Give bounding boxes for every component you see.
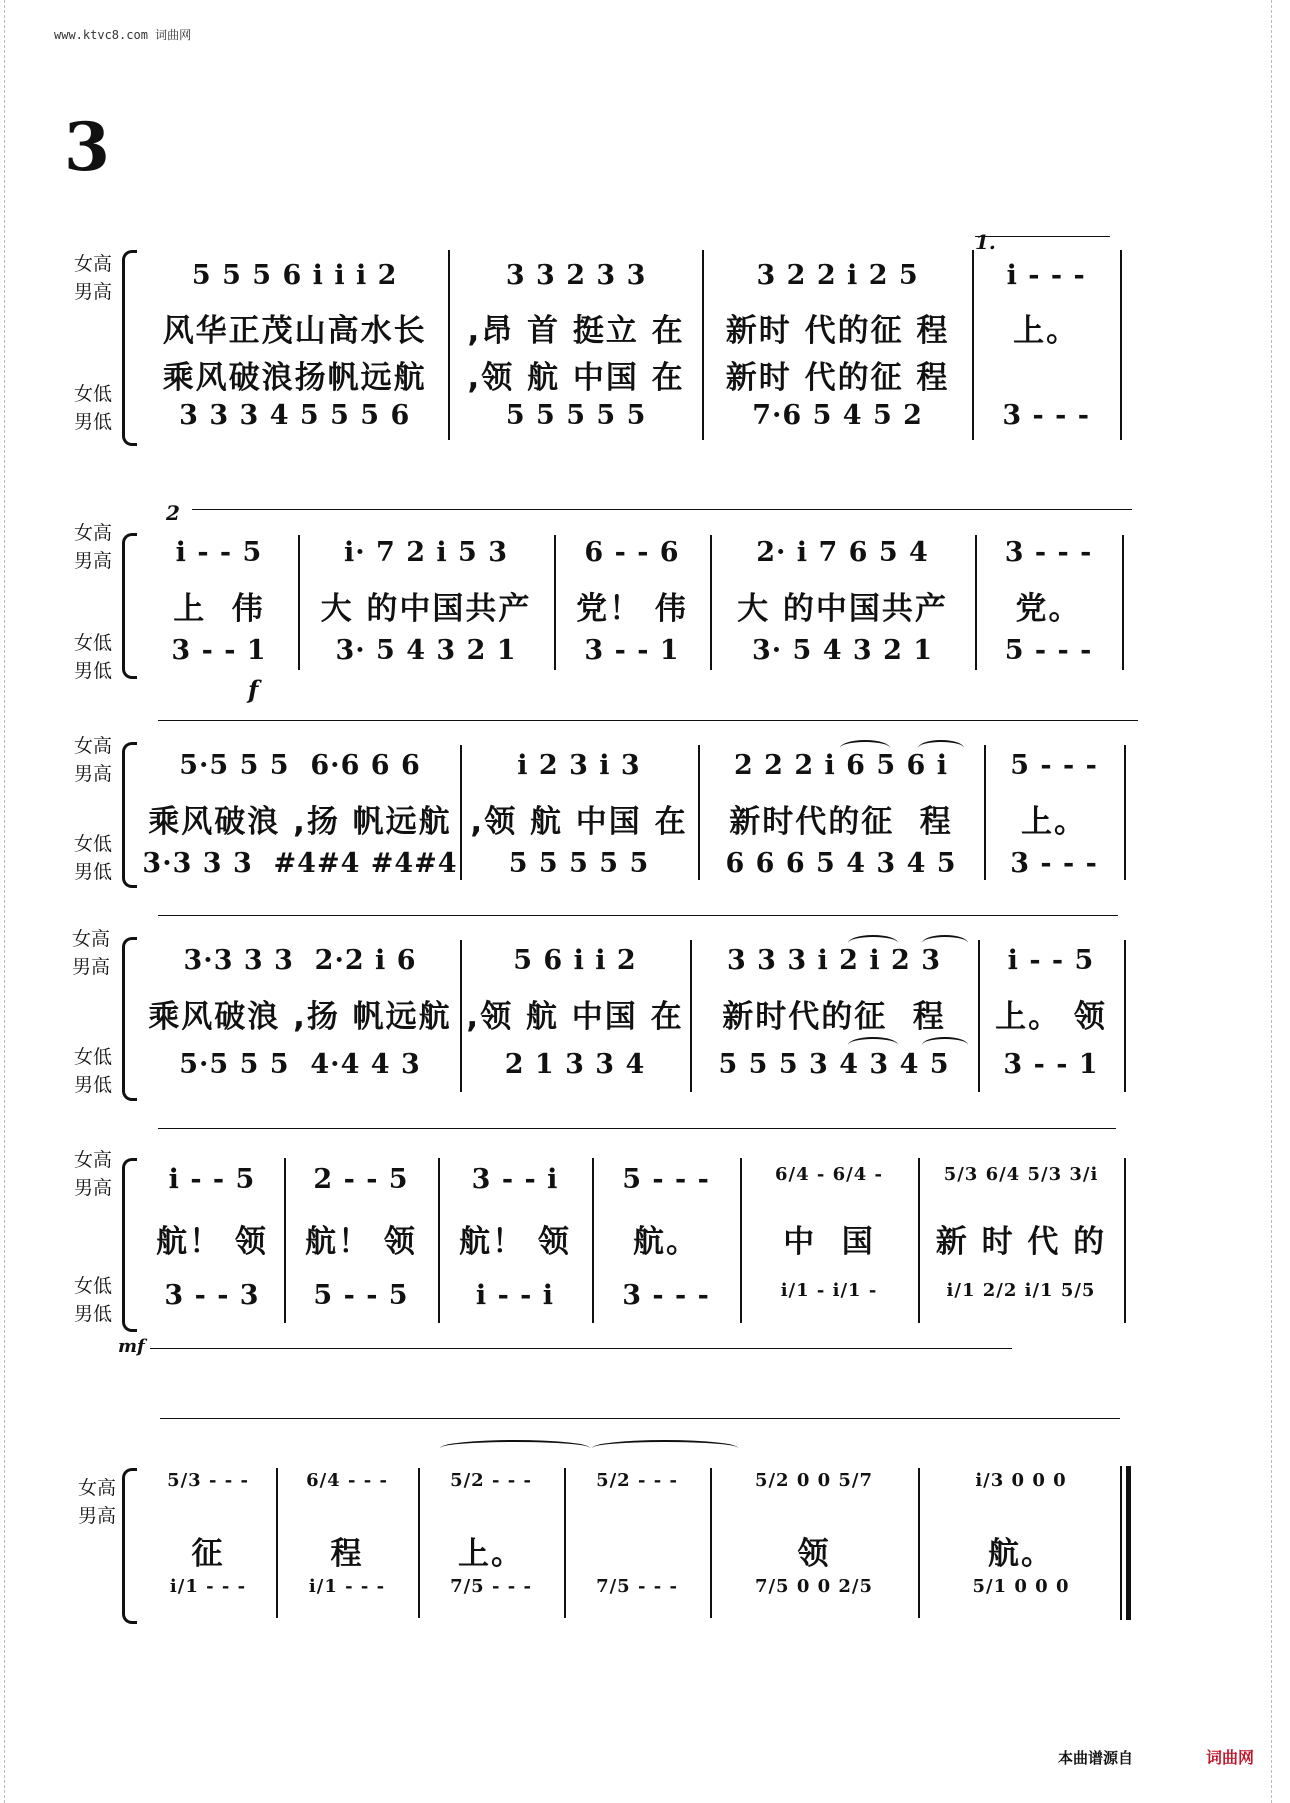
- lyric: 中 国: [783, 1224, 875, 1260]
- lyric: ,领 航 中国 在: [466, 999, 684, 1035]
- lower-part-label: 女低 男低: [74, 383, 113, 433]
- slur: [840, 740, 890, 756]
- measure: 3 - - 1: [1003, 1049, 1099, 1080]
- measure: 2 - - 5: [313, 1164, 409, 1195]
- lyric: 新时代的征 程: [729, 804, 953, 840]
- lyric: 新时 代的征 程: [725, 313, 950, 349]
- lower-part-label: 女低 男低: [74, 1275, 113, 1325]
- lower-part-label: 女低 男低: [74, 632, 113, 682]
- measure: 2 2 2 i 6 5 6 i: [733, 750, 949, 781]
- lyric: 航！ 领: [156, 1224, 268, 1260]
- lyric: 上。 领: [995, 999, 1107, 1035]
- lower-notes-row: [140, 635, 1122, 666]
- lyric: 上 伟: [173, 591, 265, 627]
- staff-top-line: [158, 1128, 1116, 1129]
- upper-part-label: 女高 男高: [78, 1477, 117, 1527]
- lyric: ,领 航 中国 在: [470, 804, 688, 840]
- slur: [440, 1440, 590, 1456]
- dynamic-marking: f: [248, 675, 259, 704]
- lyric: 新 时 代 的: [935, 1224, 1107, 1260]
- measure: 7·6 5 4 5 2: [752, 400, 923, 431]
- system-3: [0, 720, 1290, 890]
- measure: 7/5 - - -: [450, 1576, 532, 1597]
- lower-notes-row: [140, 848, 1124, 879]
- measure: 5 - - -: [1004, 635, 1093, 666]
- lyric: 程: [330, 1536, 364, 1572]
- measure: 5 - - 5: [313, 1280, 409, 1311]
- measure: 3 - - i: [471, 1164, 559, 1195]
- lyrics-row-1: [140, 991, 1124, 1036]
- measure: 3·3 3 3 #4#4 #4#4: [142, 848, 458, 879]
- lyric: 乘风破浪扬帆远航: [162, 360, 427, 396]
- measure: i/1 - - -: [308, 1576, 386, 1597]
- measure: 3·3 3 3 2·2 i 6: [183, 945, 417, 976]
- lyric: 航。: [988, 1536, 1054, 1572]
- measure: 5/2 - - -: [596, 1470, 678, 1491]
- measure: 5 5 5 3 4 3 4 5: [718, 1049, 950, 1080]
- measure: 3 - - -: [1002, 400, 1090, 431]
- staff-brace: [122, 250, 137, 446]
- volta-1-line: [975, 236, 1110, 237]
- final-barline: [1126, 1466, 1131, 1620]
- lyric: [972, 352, 1120, 397]
- upper-notes-row: [140, 750, 1124, 781]
- lyric: 上。: [458, 1536, 524, 1572]
- lyric: 新时 代的征 程: [725, 360, 950, 396]
- measure: 5·5 5 5 6·6 6 6: [179, 750, 421, 781]
- measure: 5 6 i i 2: [513, 945, 637, 976]
- lyric: 乘风破浪 ,扬 帆远航: [148, 804, 452, 840]
- measure: i· 7 2 i 5 3: [343, 537, 509, 568]
- barline: [1124, 1158, 1126, 1323]
- measure: i - - -: [1006, 260, 1086, 291]
- dynamic-marking: mf: [118, 1336, 145, 1357]
- lower-part-label: 女低 男低: [74, 1046, 113, 1096]
- measure: 5/1 0 0 0: [972, 1576, 1070, 1597]
- lyrics-row-1: [140, 796, 1124, 841]
- volta-2: 2: [166, 501, 180, 525]
- lyric: 党！ 伟: [576, 591, 688, 627]
- measure: 3 3 3 4 5 5 5 6: [179, 400, 411, 431]
- measure: 3 - - 1: [171, 635, 267, 666]
- measure: i/1 - - -: [169, 1576, 247, 1597]
- slur: [848, 935, 898, 951]
- lower-notes-row: [140, 400, 1120, 431]
- lyrics-row-1: [140, 583, 1122, 628]
- slur: [918, 740, 964, 756]
- upper-notes-row: [140, 1164, 1124, 1195]
- measure: 6/4 - - -: [306, 1470, 388, 1491]
- volta-1: 1.: [975, 230, 996, 254]
- measure: 3 3 2 3 3: [505, 260, 647, 291]
- system-1: [0, 230, 1290, 460]
- site-watermark: www.ktvc8.com 词曲网: [54, 28, 192, 42]
- measure: i/1 - i/1 -: [780, 1280, 878, 1301]
- measure: i/3 0 0 0: [975, 1470, 1067, 1491]
- system-2: [0, 495, 1290, 705]
- upper-part-label: 女高 男高: [74, 522, 113, 572]
- lyric: 上。: [1021, 804, 1087, 840]
- lyric: 风华正茂山高水长: [162, 313, 427, 349]
- lyric: 航。: [633, 1224, 699, 1260]
- staff-top-line: [158, 720, 1138, 721]
- staff-top-line: [158, 915, 1118, 916]
- lyric: 大 的中国共产: [737, 591, 948, 627]
- lyric: 航！ 领: [459, 1224, 571, 1260]
- measure: 5 5 5 5 5: [505, 400, 647, 431]
- measure: i/1 2/2 i/1 5/5: [946, 1280, 1096, 1301]
- upper-notes-row: [140, 537, 1122, 568]
- lower-notes-row: [140, 1049, 1124, 1080]
- measure: 7/5 - - -: [596, 1576, 678, 1597]
- measure: 5/2 0 0 5/7: [754, 1470, 874, 1491]
- footer-source: 本曲谱源自: [1058, 1749, 1134, 1767]
- measure: 2 1 3 3 4: [504, 1049, 646, 1080]
- measure: 2· i 7 6 5 4: [756, 537, 929, 568]
- barline: [1120, 250, 1122, 440]
- upper-part-label: 女高 男高: [74, 735, 113, 785]
- measure: 3· 5 4 3 2 1: [751, 635, 934, 666]
- lyrics-row-1: [140, 1528, 1124, 1573]
- measure: 3 - - 1: [584, 635, 680, 666]
- lyric: 上。: [1013, 313, 1080, 349]
- footer-brand[interactable]: 词曲网: [1206, 1748, 1255, 1767]
- measure: 5·5 5 5 4·4 4 3: [179, 1049, 421, 1080]
- lyric: 航！ 领: [305, 1224, 417, 1260]
- lyric: ,领 航 中国 在: [467, 360, 685, 396]
- measure: 5 - - -: [622, 1164, 710, 1195]
- measure: 5/3 6/4 5/3 3/i: [943, 1164, 1099, 1185]
- lyrics-row-1: [140, 1216, 1124, 1261]
- upper-notes-row: [140, 260, 1120, 291]
- slur: [592, 1440, 738, 1456]
- measure: i - - 5: [1007, 945, 1095, 976]
- staff-brace: [122, 1158, 137, 1332]
- measure: 5 5 5 6 i i i 2: [191, 260, 398, 291]
- lower-notes-row: [140, 1280, 1124, 1311]
- page-number: 3: [64, 108, 110, 186]
- volta-2-line: [192, 509, 1132, 510]
- lower-notes-row: [140, 1576, 1124, 1597]
- measure: 3 - - 3: [164, 1280, 260, 1311]
- measure: 5/2 - - -: [450, 1470, 532, 1491]
- measure: 3 2 2 i 2 5: [756, 260, 919, 291]
- measure: i 2 3 i 3: [517, 750, 641, 781]
- measure: 3 - - -: [622, 1280, 710, 1311]
- measure: 7/5 0 0 2/5: [754, 1576, 874, 1597]
- lyric: 党。: [1015, 591, 1082, 627]
- barline: [1124, 745, 1126, 880]
- slur: [922, 935, 968, 951]
- staff-brace: [122, 937, 137, 1101]
- system-5: [0, 1128, 1290, 1368]
- upper-part-label: 女高 男高: [74, 1149, 113, 1199]
- staff-bottom-line: [150, 1348, 1012, 1349]
- system-6: [0, 1418, 1290, 1638]
- staff-brace: [122, 1468, 137, 1624]
- measure: i - - 5: [175, 537, 263, 568]
- staff-brace: [122, 742, 137, 888]
- measure: 6 6 6 5 4 3 4 5: [725, 848, 957, 879]
- upper-notes-row: [140, 1470, 1124, 1491]
- measure: i - - i: [475, 1280, 555, 1311]
- lyric: 大 的中国共产: [320, 591, 532, 627]
- system-4: [0, 915, 1290, 1100]
- lyric: ,昂 首 挺立 在: [467, 313, 685, 349]
- measure: 5 5 5 5 5: [508, 848, 650, 879]
- measure: i - - 5: [168, 1164, 256, 1195]
- staff-brace: [122, 533, 137, 679]
- barline: [1122, 535, 1124, 670]
- lyric: 乘风破浪 ,扬 帆远航: [148, 999, 452, 1035]
- lyric: 征: [191, 1536, 225, 1572]
- measure: 3 - - -: [1004, 537, 1093, 568]
- barline: [1124, 940, 1126, 1092]
- lyric: 领: [797, 1536, 831, 1572]
- measure: 6/4 - 6/4 -: [775, 1164, 883, 1185]
- upper-part-label: 女高 男高: [72, 928, 111, 978]
- upper-part-label: 女高 男高: [74, 253, 113, 303]
- lyrics-row-2: [140, 352, 1120, 397]
- measure: 5 - - -: [1010, 750, 1098, 781]
- measure: 3 - - -: [1010, 848, 1098, 879]
- lower-part-label: 女低 男低: [74, 833, 113, 883]
- lyrics-row-1: [140, 305, 1120, 350]
- lyric: 新时代的征 程: [722, 999, 946, 1035]
- measure: 6 - - 6: [584, 537, 680, 568]
- lyric: [564, 1528, 710, 1573]
- upper-notes-row: [140, 945, 1124, 976]
- staff-top-line: [160, 1418, 1120, 1419]
- measure: 3· 5 4 3 2 1: [335, 635, 517, 666]
- measure: 3 3 3 i 2 i 2 3: [726, 945, 942, 976]
- measure: 5/3 - - -: [167, 1470, 249, 1491]
